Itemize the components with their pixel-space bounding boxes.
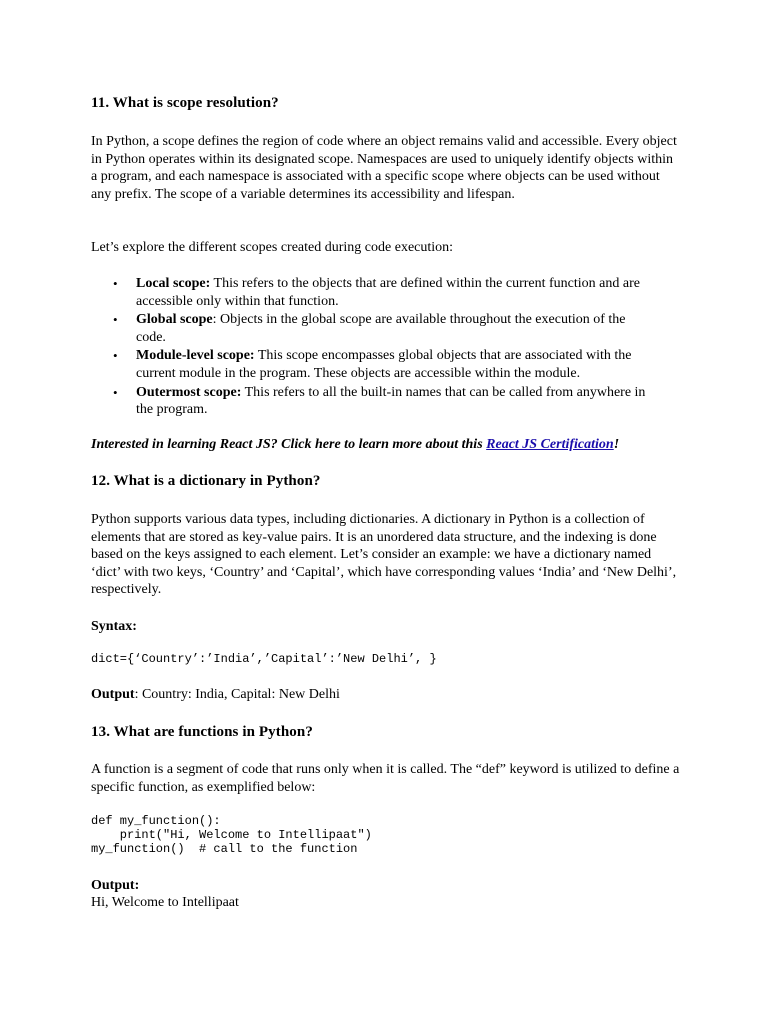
q12-output-text: : Country: India, Capital: New Delhi bbox=[134, 687, 340, 702]
list-item-outermost-scope bbox=[91, 384, 651, 419]
q11-heading: 11. What is scope resolution? bbox=[91, 95, 279, 111]
list-item-local-scope bbox=[91, 275, 651, 310]
list-item-global-scope bbox=[91, 311, 651, 346]
list-item-module-scope bbox=[91, 347, 651, 382]
promo-line bbox=[91, 437, 619, 453]
q13-paragraph: A function is a segment of code that runs only when it is called. The “def” keyword is utilized to define a specific function, as exemplified below: bbox=[91, 762, 680, 795]
q11-intro-scopes: Let’s explore the different scopes created during code execution: bbox=[91, 240, 454, 255]
desc-global-scope: : Objects in the global scope are available throughout the execution of the code. bbox=[136, 312, 626, 345]
dict-code-block: dict={‘Country’:’India’,’Capital’:’New Delhi’, } bbox=[91, 652, 437, 666]
term-module-scope: Module-level scope: bbox=[136, 348, 255, 364]
promo-suffix: ! bbox=[613, 437, 620, 452]
term-local-scope: Local scope: bbox=[136, 276, 211, 291]
q12-heading: 12. What is a dictionary in Python? bbox=[91, 473, 321, 489]
q12-output-label: Output bbox=[91, 687, 135, 702]
q12-paragraph: Python supports various data types, including dictionaries. A dictionary in Python is a collection of elements that are stored as key-value pairs. It is an unordered data structure, and the indexing is done based on the keys assigned to each element. Let’s consider an example: we have a dictionary named ‘dict’ with two keys, ‘Country’ and ‘Capital’, which have corresponding values ‘India’ and ‘New Delhi’, respectively. bbox=[91, 512, 677, 598]
q13-heading: 13. What are functions in Python? bbox=[91, 724, 313, 740]
q13-output-label: Output: bbox=[91, 878, 140, 893]
term-global-scope: Global scope bbox=[136, 312, 213, 328]
promo-text: Interested in learning React JS? Click here to learn more about this bbox=[91, 437, 487, 452]
q13-output-text: Hi, Welcome to Intellipaat bbox=[91, 895, 239, 910]
scopes-list bbox=[91, 275, 651, 420]
function-code-block: def my_function(): print("Hi, Welcome to Intellipaat") my_function() # call to the function bbox=[91, 814, 372, 857]
desc-module-scope: This scope encompasses global objects that are associated with the current module in the program. These objects are accessible within the module. bbox=[136, 348, 632, 381]
react-certification-link[interactable]: React JS Certification bbox=[486, 437, 614, 452]
q11-paragraph: In Python, a scope defines the region of code where an object remains valid and accessible. Every object in Python operates within its designated scope. Namespaces are used to uniquely identify objects within a program, and each namespace is associated with a specific scope where objects can be used without any prefix. The scope of a variable determines its accessibility and lifespan. bbox=[91, 134, 677, 202]
desc-outermost-scope: This refers to all the built-in names that can be called from anywhere in the program. bbox=[136, 384, 646, 418]
q12-output-line bbox=[91, 686, 340, 704]
syntax-label: Syntax: bbox=[91, 619, 137, 634]
term-outermost-scope: Outermost scope: bbox=[136, 384, 242, 400]
desc-local-scope: This refers to the objects that are defined within the current function and are accessible only within that function. bbox=[136, 276, 640, 309]
